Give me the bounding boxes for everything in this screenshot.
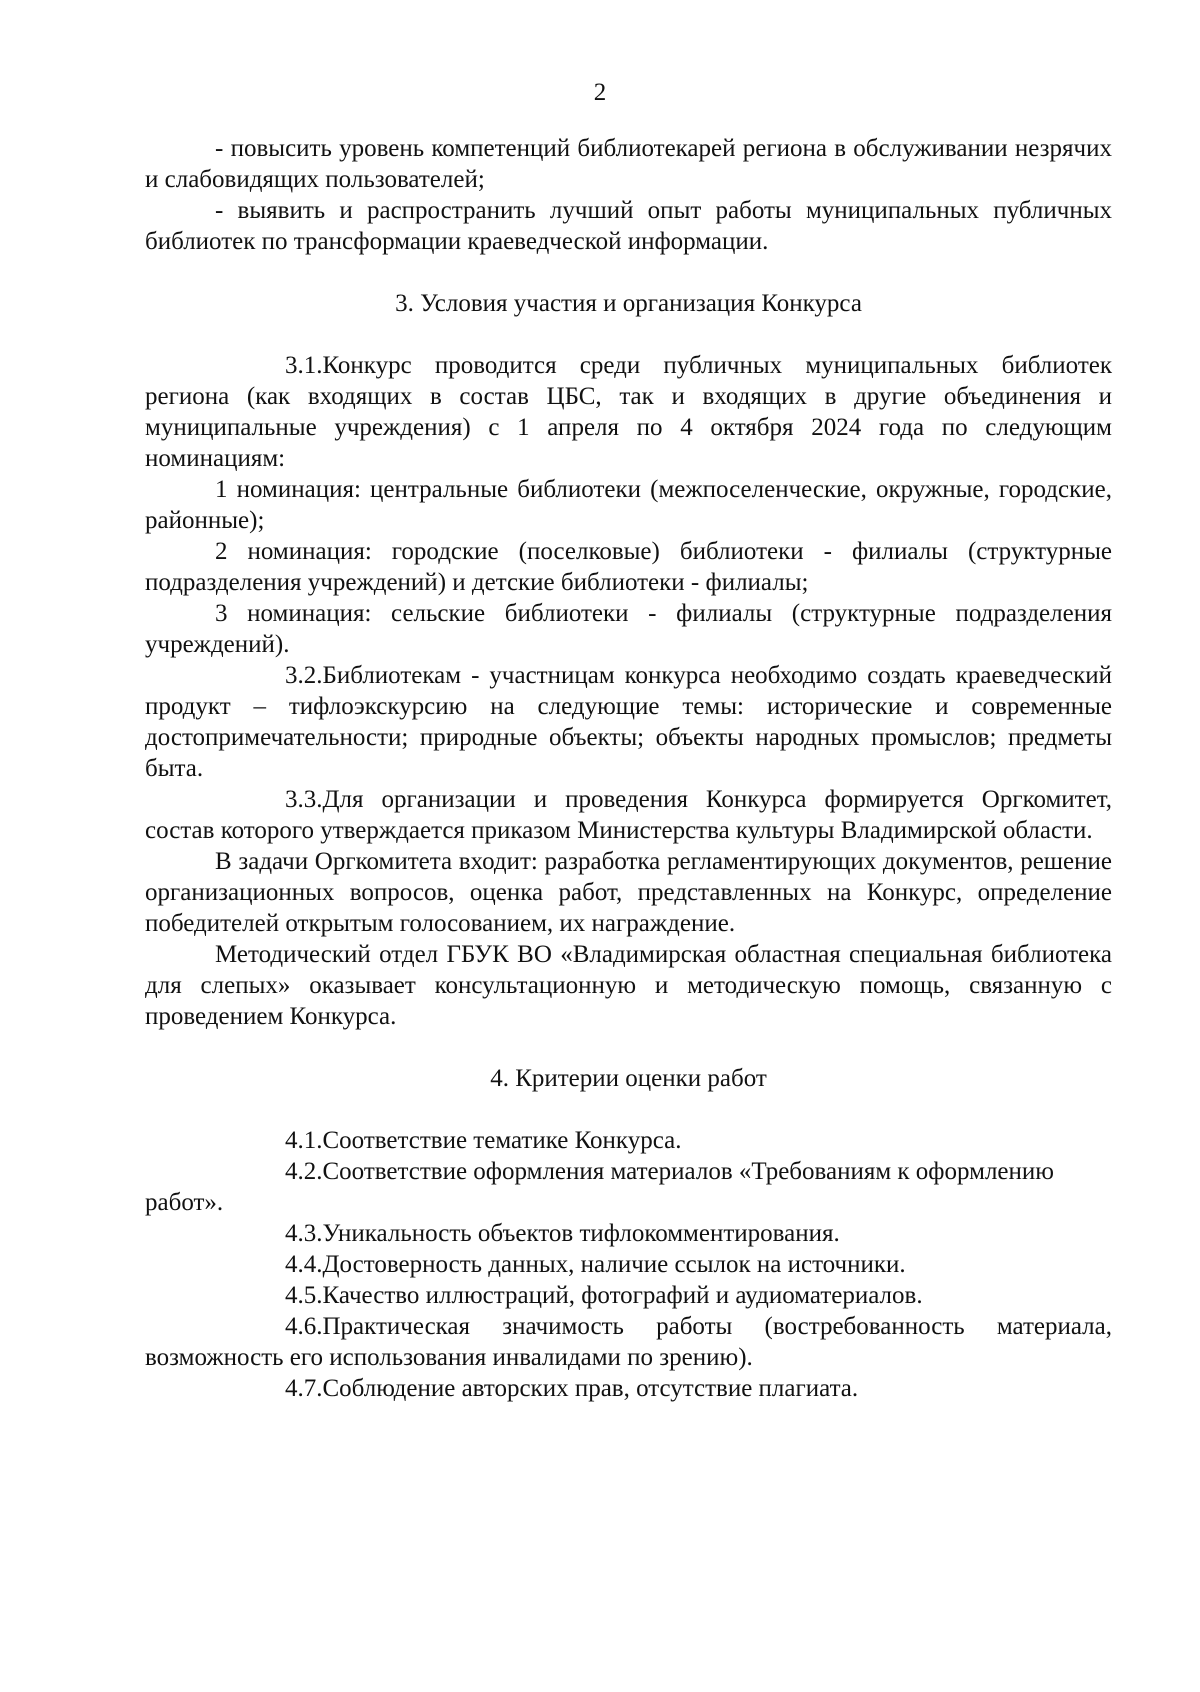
section3-paragraph (145, 660, 1112, 784)
paragraph-text: Уникальность объектов тифлокомментирования. (322, 1220, 840, 1247)
intro-item: - выявить и распространить лучший опыт работы муниципальных публичных библиотек по трансформации краеведческой информации. (145, 197, 1112, 255)
paragraph-number: 4.1. (285, 1127, 323, 1154)
paragraph-text: Соответствие оформления материалов «Требованиям к оформлению работ». (145, 1158, 1054, 1216)
section3-paragraph (145, 350, 1112, 474)
paragraph-number: 3.3. (285, 786, 323, 813)
paragraph-text: 2 номинация: городские (поселковые) библиотеки - филиалы (структурные подразделения учреждений) и детские библиотеки - филиалы; (145, 538, 1112, 596)
paragraph-number: 4.5. (285, 1282, 323, 1309)
section-heading: 3. Условия участия и организация Конкурса (395, 290, 862, 317)
paragraph-number: 3.1. (285, 352, 323, 379)
nomination-item (145, 474, 1112, 536)
section3-paragraph (145, 846, 1112, 939)
criteria-item (145, 1218, 1112, 1249)
paragraph-text: Соответствие тематике Конкурса. (322, 1127, 682, 1154)
paragraph-number: 4.4. (285, 1251, 323, 1278)
paragraph-text: Достоверность данных, наличие ссылок на источники. (322, 1251, 906, 1278)
page-number: 2 (593, 79, 607, 106)
nomination-item (145, 598, 1112, 660)
paragraph-text: Качество иллюстраций, фотографий и аудиоматериалов. (322, 1282, 923, 1309)
intro-item: - повысить уровень компетенций библиотекарей региона в обслуживании незрячих и слабовидящих пользователей; (145, 135, 1112, 193)
paragraph-text: В задачи Оргкомитета входит: разработка регламентирующих документов, решение организационных вопросов, оценка работ, представленных на Конкурс, определение победителей открытым голосованием, их награждение. (145, 848, 1112, 937)
criteria-item (145, 1373, 1112, 1404)
paragraph-number: 4.3. (285, 1220, 323, 1247)
section3-paragraph (145, 939, 1112, 1032)
criteria-item (145, 1280, 1112, 1311)
paragraph-number: 3.2. (285, 662, 323, 689)
paragraph-text: Соблюдение авторских прав, отсутствие плагиата. (322, 1375, 859, 1402)
paragraph-text: 1 номинация: центральные библиотеки (межпоселенческие, окружные, городские, районные); (145, 476, 1112, 534)
paragraph-text: Конкурс проводится среди публичных муниципальных библиотек региона (как входящих в состав ЦБС, так и входящих в другие объединения и муниципальные учреждения) с 1 апреля по 4 октября 2024 года по следующим номинациям: (145, 352, 1112, 472)
paragraph-text: Методический отдел ГБУК ВО «Владимирская областная специальная библиотека для слепых» оказывает консультационную и методическую помощь, связанную с проведением Конкурса. (145, 941, 1112, 1030)
paragraph-text: Библиотекам - участницам конкурса необходимо создать краеведческий продукт – тифлоэкскурсию на следующие темы: исторические и современные достопримечательности; природные объекты; объекты народных промыслов; предметы быта. (145, 662, 1112, 782)
criteria-item (145, 1156, 1112, 1218)
paragraph-text: 3 номинация: сельские библиотеки - филиалы (структурные подразделения учреждений). (145, 600, 1112, 658)
criteria-item (145, 1249, 1112, 1280)
criteria-item (145, 1125, 1112, 1156)
document-body (145, 133, 1112, 1404)
paragraph-text: Для организации и проведения Конкурса формируется Оргкомитет, состав которого утверждается приказом Министерства культуры Владимирской области. (145, 786, 1112, 844)
paragraph-number: 4.6. (285, 1313, 323, 1340)
nomination-item (145, 536, 1112, 598)
criteria-item (145, 1311, 1112, 1373)
paragraph-text: Практическая значимость работы (востребованность материала, возможность его использования инвалидами по зрению). (145, 1313, 1112, 1371)
section3-paragraph (145, 784, 1112, 846)
section-heading: 4. Критерии оценки работ (490, 1065, 767, 1092)
paragraph-number: 4.2. (285, 1158, 323, 1185)
paragraph-number: 4.7. (285, 1375, 323, 1402)
